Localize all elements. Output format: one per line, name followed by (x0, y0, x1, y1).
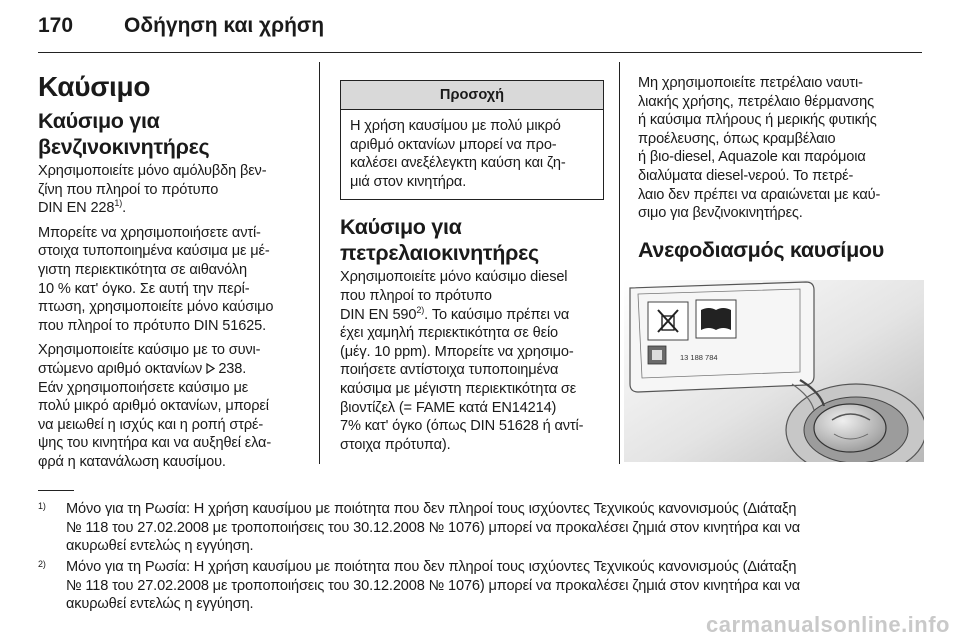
text-line: προέλευσης, όπως κραμβέλαιο (638, 130, 836, 147)
text-line: Μη χρησιμοποιείτε πετρέλαιο ναυτι- (638, 75, 863, 91)
text-line: Χρησιμοποιείτε μόνο αμόλυβδη βεν- (38, 163, 267, 179)
text-line: Χρησιμοποιείτε καύσιμο με το συνι- (38, 342, 261, 359)
text-line: ποιήσετε αντίστοιχα τυποποιημένα (340, 362, 559, 379)
text-line: Μόνο για τη Ρωσία: Η χρήση καυσίμου με ποιότητα που δεν πληροί τους ισχύοντες Τεχνικούς κανονισμούς (Διάταξη (66, 559, 797, 575)
text-line: στώμενο αριθμό οκτανίων (38, 360, 203, 377)
paragraph-diesel-warning (638, 74, 928, 223)
text-line: (μέγ. 10 ppm). Μπορείτε να χρησιμο- (340, 343, 574, 360)
watermark: carmanualsonline.info (706, 612, 950, 637)
text-line: που πληροί το πρότυπο (340, 287, 492, 304)
text-line: DIN EN 228 (38, 200, 115, 217)
text-line: Η χρήση καυσίμου με πολύ μικρό (350, 118, 561, 134)
text-line: ή καύσιμα πλήρους ή μερικής φυτικής (638, 112, 877, 129)
text-line: Χρησιμοποιείτε μόνο καύσιμο diesel (340, 269, 568, 286)
heading-line: Καύσιμο για (340, 215, 462, 240)
text-line: έχει χαμηλή περιεκτικότητα σε θείο (340, 325, 559, 342)
text-line: λαιο δεν πρέπει να αραιώνεται με καύ- (638, 186, 881, 203)
text-line: γιστη περιεκτικότητα σε αιθανόλη (38, 261, 247, 278)
text-line: № 118 του 27.02.2008 με τροποποιήσεις του 30.12.2008 № 1076) μπορεί να προκαλέσει ζημιά στον κινητήρα και να (66, 577, 801, 594)
paragraph-ethanol (38, 224, 314, 336)
section-heading-diesel (340, 214, 604, 266)
paragraph-petrol-standard (38, 162, 314, 218)
footnote-mark: 1) (38, 501, 46, 511)
section-heading-petrol (38, 108, 314, 160)
page-header (38, 14, 324, 38)
text-line: αριθμό οκτανίων μπορεί να προ- (350, 136, 557, 153)
text-line: . (122, 200, 126, 217)
figure-code: 13 188 784 (680, 353, 718, 362)
text-line: ακυρωθεί εντελώς η εγγύηση. (66, 538, 254, 555)
text-line: Εάν χρησιμοποιήσετε καύσιμο με (38, 379, 249, 396)
text-line: ψης του κινητήρα και να αυξηθεί ελα- (38, 435, 272, 452)
text-line: να μειωθεί η ισχύς και η ροπή στρέ- (38, 416, 264, 433)
text-line: σιμο για βενζινοκινητήρες. (638, 205, 803, 222)
main-heading: Καύσιμο (38, 71, 151, 102)
heading-line: Καύσιμο για (38, 109, 160, 133)
page-reference-link[interactable]: 238. (218, 360, 247, 377)
text-line: μιά στον κινητήρα. (350, 173, 467, 190)
text-line: πολύ μικρό αριθμό οκτανίων, μπορεί (38, 398, 269, 415)
heading-line: πετρελαιοκινητήρες (340, 241, 539, 266)
column-divider-2 (619, 62, 620, 464)
text-line: στοιχα τυποποιημένα καύσιμα με μέ- (38, 243, 270, 260)
caution-body (341, 110, 603, 199)
column-2 (340, 80, 604, 460)
column-3 (638, 74, 928, 265)
header-rule (38, 52, 922, 53)
footnote-ref-1[interactable]: 1) (114, 198, 123, 209)
column-1 (38, 70, 314, 478)
text-line: που πληροί το πρότυπο DIN 51625. (38, 317, 267, 334)
fuel-cap-icon (814, 404, 886, 452)
section-heading-refuelling: Ανεφοδιασμός καυσίμου (638, 237, 884, 262)
text-line: καλέσει ανεξέλεγκτη καύση και ζη- (350, 155, 566, 172)
paragraph-diesel (340, 268, 604, 454)
column-divider-1 (319, 62, 320, 464)
text-line: λιακής χρήσης, πετρέλαιο θέρμανσης (638, 93, 875, 110)
fuel-filler-figure (624, 280, 924, 462)
text-line: Μπορείτε να χρησιμοποιήσετε αντί- (38, 224, 261, 241)
caution-box (340, 80, 604, 200)
footnote-ref-2[interactable]: 2) (416, 304, 425, 315)
text-line: βιοντίζελ (= FAME κατά EN14214) (340, 399, 557, 416)
text-line: ή βιο-diesel, Aquazole και παρόμοια (638, 149, 866, 166)
chapter-title: Οδήγηση και χρήση (124, 14, 325, 37)
page-number: 170 (38, 14, 74, 37)
text-line: № 118 του 27.02.2008 με τροποποιήσεις του 30.12.2008 № 1076) μπορεί να προκαλέσει ζημιά στον κινητήρα και να (66, 519, 801, 536)
fuel-flap-illustration (624, 280, 924, 462)
text-line: DIN EN 590 (340, 306, 417, 323)
text-line: διαλύματα diesel-νερού. Το πετρέ- (638, 167, 854, 184)
text-line: 10 % κατ' όγκο. Σε αυτή την περί- (38, 280, 250, 297)
text-line: ακυρωθεί εντελώς η εγγύηση. (66, 596, 254, 613)
footnote-rule (38, 490, 74, 491)
text-line: . Το καύσιμο πρέπει να (424, 306, 570, 323)
caution-title: Προσοχή (341, 81, 603, 110)
paragraph-octane (38, 341, 314, 471)
heading-line: βενζινοκινητήρες (38, 135, 210, 159)
text-line: Μόνο για τη Ρωσία: Η χρήση καυσίμου με ποιότητα που δεν πληροί τους ισχύοντες Τεχνικούς κανονισμούς (Διάταξη (66, 501, 797, 517)
text-line: φρά η κατανάλωση καυσίμου. (38, 453, 226, 470)
text-line: καύσιμα με μέγιστη περιεκτικότητα σε (340, 380, 577, 397)
text-line: στοιχα πρότυπα). (340, 436, 451, 453)
text-line: ζίνη που πληροί το πρότυπο (38, 181, 219, 198)
text-line: πτωση, χρησιμοποιείτε μόνο καύσιμο (38, 299, 274, 316)
footnote-mark: 2) (38, 559, 46, 569)
text-line: 7% κατ' όγκο (όπως DIN 51628 ή αντί- (340, 418, 584, 435)
reference-arrow-icon (206, 362, 218, 376)
